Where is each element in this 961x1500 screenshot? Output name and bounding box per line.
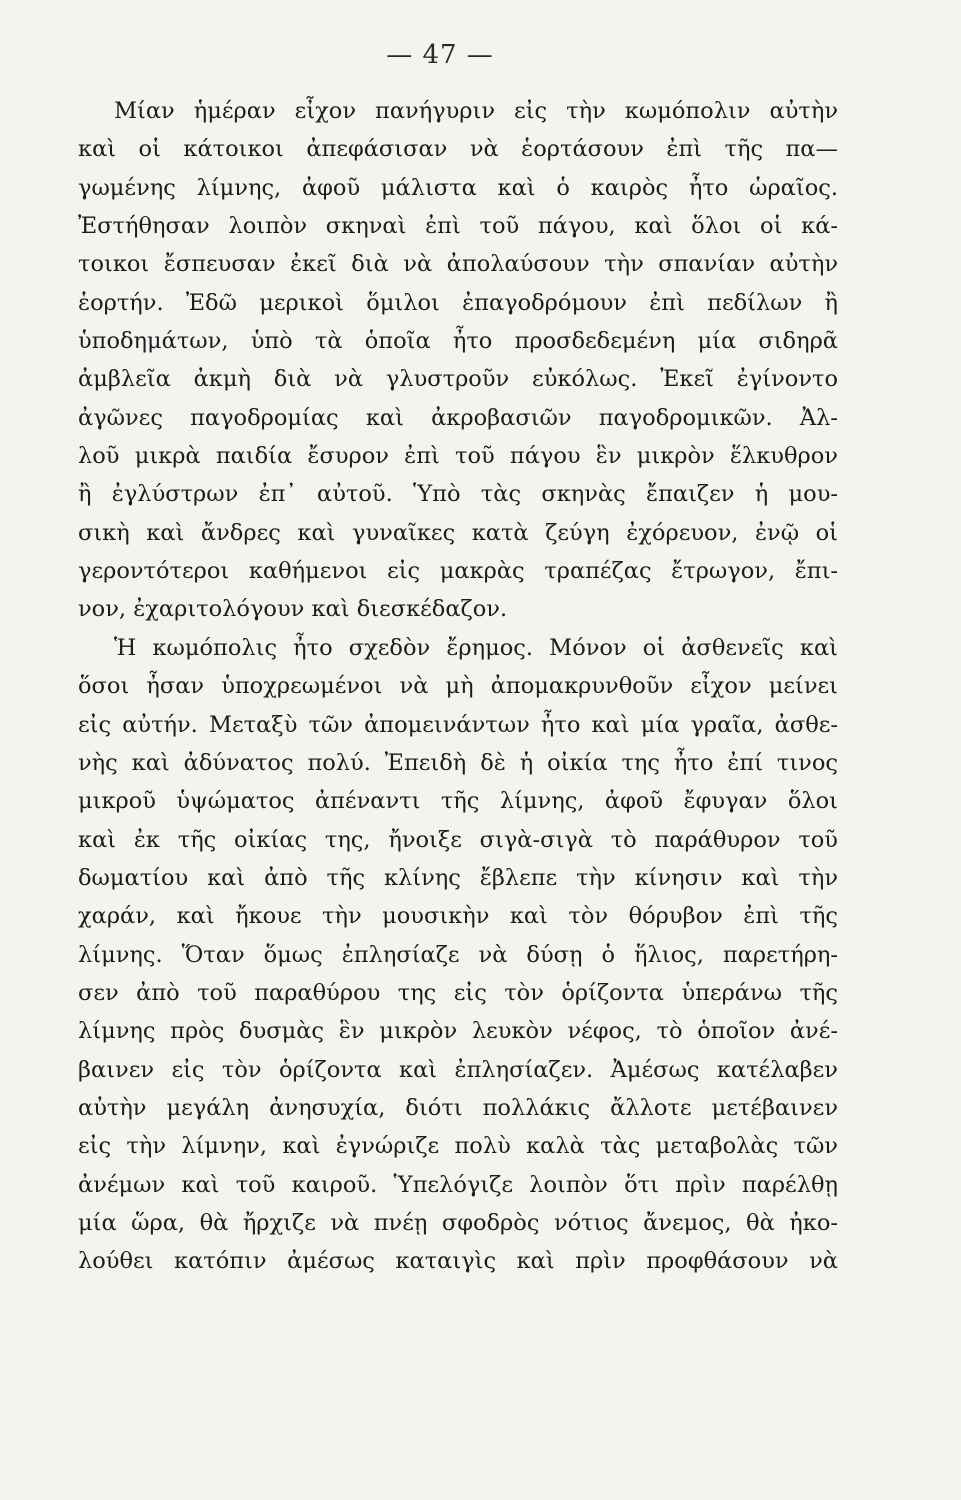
- text-line: μικροῦ ὑψώματος ἀπέναντι τῆς λίμνης, ἀφοῦ ἔφυγαν ὅλοι: [78, 788, 838, 815]
- text-line: αὐτὴν μεγάλη ἀνησυχία, διότι πολλάκις ἄλλοτε μετέβαινεν: [78, 1094, 838, 1121]
- text-line: νον, ἐχαριτολόγουν καὶ διεσκέδαζον.: [78, 596, 508, 623]
- text-line: χαράν, καὶ ἤκουε τὴν μουσικὴν καὶ τὸν θόρυβον ἐπὶ τῆς: [78, 903, 838, 930]
- text-line: καὶ ἐκ τῆς οἰκίας της, ἤνοιξε σιγὰ-σιγὰ τὸ παράθυρον τοῦ: [78, 826, 838, 853]
- body-text: [78, 92, 838, 1281]
- text-line: καὶ οἱ κάτοικοι ἀπεφάσισαν νὰ ἑορτάσουν ἐπὶ τῆς πα—: [78, 136, 838, 163]
- text-line: Μίαν ἡμέραν εἶχον πανήγυριν εἰς τὴν κωμόπολιν αὐτὴν: [114, 98, 838, 124]
- text-line: Ἐστήθησαν λοιπὸν σκηναὶ ἐπὶ τοῦ πάγου, καὶ ὅλοι οἱ κά-: [78, 213, 838, 240]
- text-line: δωματίου καὶ ἀπὸ τῆς κλίνης ἔβλεπε τὴν κίνησιν καὶ τὴν: [78, 864, 838, 891]
- text-line: γωμένης λίμνης, ἀφοῦ μάλιστα καὶ ὁ καιρὸς ἦτο ὡραῖος.: [78, 174, 838, 201]
- text-line: ἀμβλεῖα ἀκμὴ διὰ νὰ γλυστροῦν εὐκόλως. Ἐκεῖ ἐγίνοντο: [78, 366, 838, 393]
- text-line: βαινεν εἰς τὸν ὁρίζοντα καὶ ἐπλησίαζεν. Ἀμέσως κατέλαβεν: [78, 1056, 838, 1083]
- text-line: γεροντότεροι καθήμενοι εἰς μακρὰς τραπέζας ἔτρωγον, ἔπι-: [78, 558, 838, 585]
- text-line: λίμνης πρὸς δυσμὰς ἓν μικρὸν λευκὸν νέφος, τὸ ὁποῖον ἀνέ-: [78, 1018, 838, 1045]
- text-line: σικὴ καὶ ἄνδρες καὶ γυναῖκες κατὰ ζεύγη ἐχόρευον, ἐνῷ οἱ: [78, 519, 838, 546]
- text-line: σεν ἀπὸ τοῦ παραθύρου της εἰς τὸν ὁρίζοντα ὑπεράνω τῆς: [78, 979, 838, 1006]
- text-line: λοῦ μικρὰ παιδία ἔσυρον ἐπὶ τοῦ πάγου ἓν μικρὸν ἕλκυθρον: [78, 443, 838, 470]
- text-line: ἀγῶνες παγοδρομίας καὶ ἀκροβασιῶν παγοδρομικῶν. Ἀλ-: [78, 404, 838, 431]
- text-line: ὅσοι ἦσαν ὑποχρεωμένοι νὰ μὴ ἀπομακρυνθοῦν εἶχον μείνει: [78, 673, 838, 700]
- text-line: ἀνέμων καὶ τοῦ καιροῦ. Ὑπελόγιζε λοιπὸν ὅτι πρὶν παρέλθῃ: [78, 1171, 838, 1198]
- page-number: — 47 —: [386, 40, 494, 70]
- text-line: ὑποδημάτων, ὑπὸ τὰ ὁποῖα ἦτο προσδεδεμένη μία σιδηρᾶ: [78, 328, 838, 355]
- text-line: μία ὥρα, θὰ ἤρχιζε νὰ πνέῃ σφοδρὸς νότιος ἄνεμος, θὰ ἠκο-: [78, 1209, 838, 1236]
- text-line: νὴς καὶ ἀδύνατος πολύ. Ἐπειδὴ δὲ ἡ οἰκία της ἦτο ἐπί τινος: [78, 749, 838, 776]
- text-line: Ἡ κωμόπολις ἦτο σχεδὸν ἔρημος. Μόνον οἱ ἀσθενεῖς καὶ: [114, 634, 838, 661]
- text-line: λούθει κατόπιν ἀμέσως καταιγὶς καὶ πρὶν προφθάσουν νὰ: [78, 1248, 838, 1275]
- text-line: ἢ ἐγλύστρων ἐπ᾽ αὐτοῦ. Ὑπὸ τὰς σκηνὰς ἔπαιζεν ἡ μου-: [78, 481, 838, 508]
- text-line: εἰς αὐτήν. Μεταξὺ τῶν ἀπομεινάντων ἦτο καὶ μία γραῖα, ἀσθε-: [78, 711, 838, 738]
- text-line: εἰς τὴν λίμνην, καὶ ἐγνώριζε πολὺ καλὰ τὰς μεταβολὰς τῶν: [78, 1133, 838, 1160]
- text-line: ἑορτήν. Ἐδῶ μερικοὶ ὅμιλοι ἐπαγοδρόμουν ἐπὶ πεδίλων ἢ: [78, 289, 838, 316]
- text-line: τοικοι ἔσπευσαν ἐκεῖ διὰ νὰ ἀπολαύσουν τὴν σπανίαν αὐτὴν: [78, 251, 838, 278]
- text-line: λίμνης. Ὅταν ὅμως ἐπλησίαζε νὰ δύσῃ ὁ ἥλιος, παρετήρη-: [78, 941, 838, 968]
